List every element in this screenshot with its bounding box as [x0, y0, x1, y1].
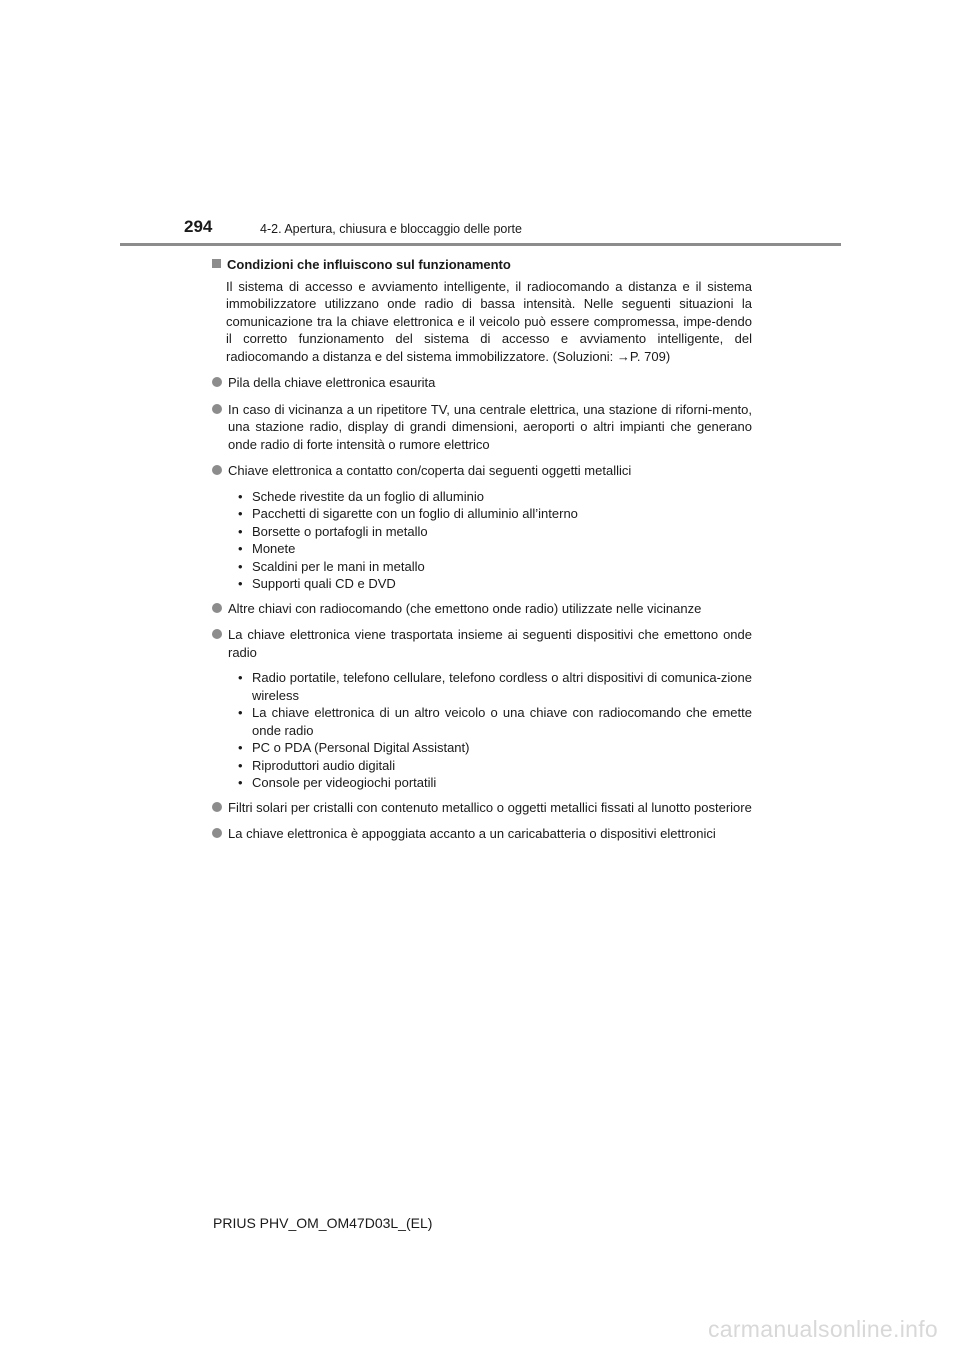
list-item-text: Pila della chiave elettronica esaurita [228, 375, 436, 390]
sub-bullet-marker: • [238, 558, 243, 574]
sub-list-item-text: Radio portatile, telefono cellulare, telefono cordless o altri dispositivi di comunica-zione wireless [252, 670, 752, 703]
sub-list-item [238, 540, 752, 558]
sub-list-item [238, 704, 752, 739]
bullet-list [210, 374, 752, 843]
sub-bullet-marker: • [238, 740, 243, 755]
sub-list-item-text: Schede rivestite da un foglio di alluminio [252, 488, 484, 504]
sub-list-item [238, 774, 752, 792]
header-divider [120, 243, 841, 246]
sub-bullet-marker: • [238, 705, 243, 720]
sub-bullet-marker: • [238, 506, 243, 521]
sub-list-item-text: Monete [252, 541, 296, 556]
sub-list-item [238, 505, 752, 523]
sub-list-item-text: Scaldini per le mani in metallo [252, 558, 425, 574]
section-title: 4-2. Apertura, chiusura e bloccaggio delle porte [260, 222, 522, 236]
sub-list-item-text: Console per videogiochi portatili [252, 775, 437, 790]
list-item [210, 626, 752, 661]
list-item [210, 374, 752, 392]
sub-list-item-text: Pacchetti di sigarette con un foglio di alluminio all’interno [252, 506, 578, 521]
section-heading [210, 256, 752, 274]
sub-bullet-marker: • [238, 670, 243, 685]
main-content [210, 256, 752, 852]
list-item-text: La chiave elettronica è appoggiata accanto a un caricabatteria o dispositivi elettronici [228, 826, 716, 841]
list-item [210, 462, 752, 480]
sub-list-item-text: Riproduttori audio digitali [252, 757, 396, 773]
circle-bullet-icon [212, 404, 222, 414]
circle-bullet-icon [212, 828, 222, 838]
sub-list-item-text: Supporti quali CD e DVD [252, 576, 396, 591]
sub-list [238, 488, 752, 593]
sub-bullet-marker: • [238, 757, 243, 773]
sub-bullet-marker: • [238, 541, 243, 556]
sub-list-item-text: La chiave elettronica di un altro veicolo o una chiave con radiocomando che emette onde radio [252, 705, 752, 738]
list-item-text: Chiave elettronica a contatto con/coperta dai seguenti oggetti metallici [228, 463, 632, 478]
list-item-text: La chiave elettronica viene trasportata insieme ai seguenti dispositivi che emettono onde radio [228, 627, 752, 660]
sub-bullet-marker: • [238, 523, 243, 539]
circle-bullet-icon [212, 465, 222, 475]
circle-bullet-icon [212, 377, 222, 387]
sub-bullet-marker: • [238, 775, 243, 790]
page-number: 294 [184, 217, 213, 236]
sub-list-item [238, 669, 752, 704]
sub-bullet-marker: • [238, 576, 243, 591]
sub-list-item [238, 739, 752, 757]
list-item [210, 825, 752, 843]
circle-bullet-icon [212, 603, 222, 613]
sub-list-item [238, 488, 752, 506]
sub-list-item [238, 523, 752, 541]
intro-paragraph: Il sistema di accesso e avviamento intelligente, il radiocomando a distanza e il sistema immobilizzatore utilizzano onde radio di bassa intensità. Nelle seguenti situazioni la comunicazione tra la chiave elettronica e il veicolo può essere compromessa, impe-dendo il corretto funzionamento del sistema di accesso e avviamento intelligente, del radiocomando a distanza e del sistema immobilizzatore. (Soluzioni: →P. 709) [226, 278, 752, 364]
sub-list-item-text: Borsette o portafogli in metallo [252, 523, 428, 539]
sub-list-item [238, 757, 752, 775]
sub-list [238, 669, 752, 792]
circle-bullet-icon [212, 802, 222, 812]
sub-list-item [238, 558, 752, 576]
list-item-text: Altre chiavi con radiocomando (che emettono onde radio) utilizzate nelle vicinanze [228, 600, 702, 616]
sub-list-item [238, 575, 752, 593]
square-bullet-icon [212, 259, 221, 268]
document-code: PRIUS PHV_OM_OM47D03L_(EL) [213, 1215, 433, 1231]
list-item-text: In caso di vicinanza a un ripetitore TV, una centrale elettrica, una stazione di riforni-mento, una stazione radio, display di grandi dimensioni, aeroporti o altri impianti che generano onde radio di forte intensità o rumore elettrico [228, 401, 752, 452]
list-item [210, 600, 752, 618]
sub-list-item-text: PC o PDA (Personal Digital Assistant) [252, 740, 470, 755]
page-header [0, 0, 960, 250]
circle-bullet-icon [212, 629, 222, 639]
watermark: carmanualsonline.info [707, 1316, 938, 1342]
list-item [210, 799, 752, 817]
heading-text: Condizioni che influiscono sul funzionamento [227, 257, 511, 272]
list-item-text: Filtri solari per cristalli con contenuto metallico o oggetti metallici fissati al lunotto posteriore [228, 799, 752, 815]
list-item [210, 401, 752, 454]
sub-bullet-marker: • [238, 488, 243, 504]
